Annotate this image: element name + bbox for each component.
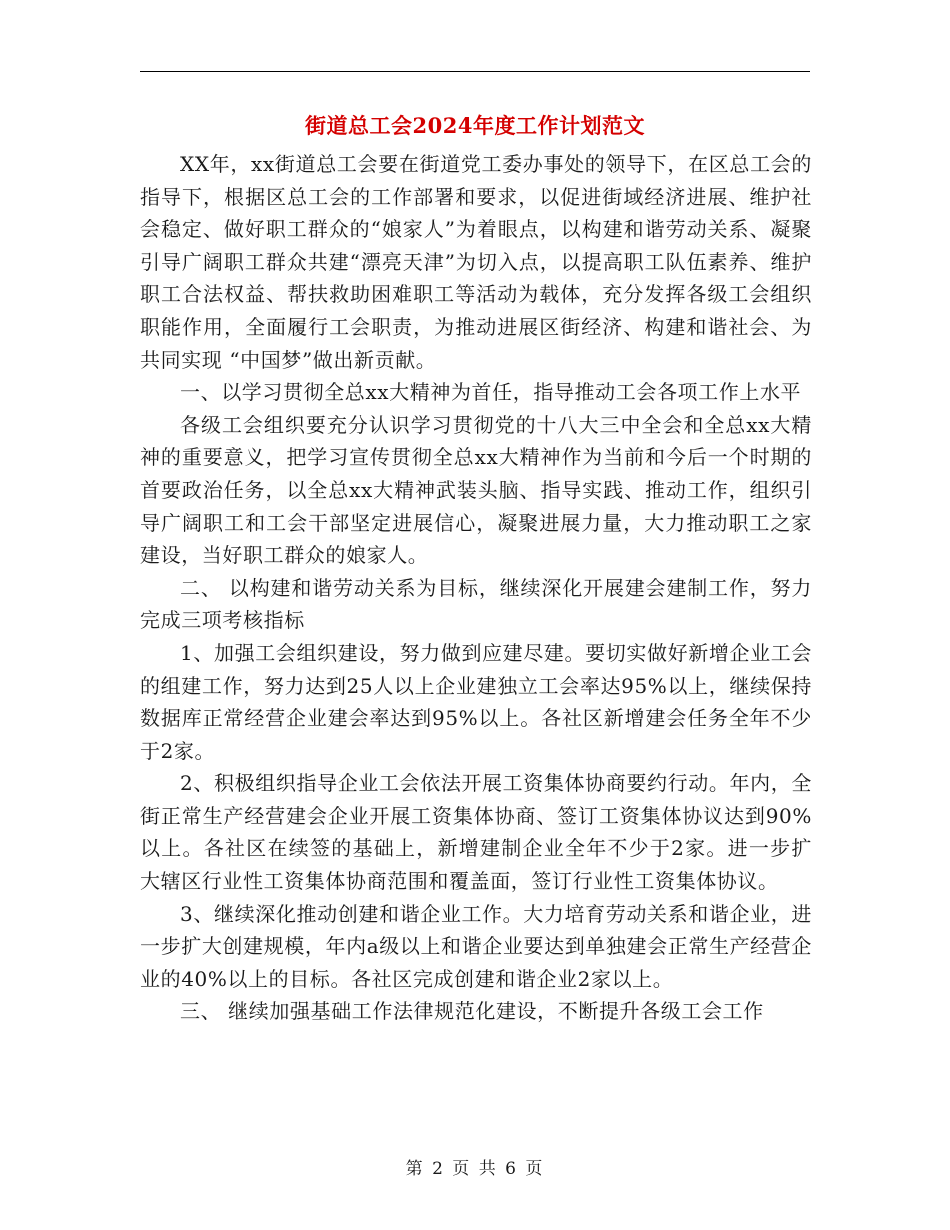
paragraph-item-2: 2、积极组织指导企业工会依法开展工资集体协商要约行动。年内，全街正常生产经营建会企业开展工资集体协商、签订工资集体协议达到90%以上。各社区在续签的基础上，新增建制企业全年不少于2家。进一步扩大辖区行业性工资集体协商范围和覆盖面，签订行业性工资集体协议。 (140, 771, 812, 894)
section-heading-3: 三、 继续加强基础工作法律规范化建设，不断提升各级工会工作 (180, 999, 764, 1024)
paragraph-section-1: 各级工会组织要充分认识学习贯彻党的十八大三中全会和全总xx大精神的重要意义，把学习宣传贯彻全总xx大精神作为当前和今后一个时期的首要政治任务，以全总xx大精神武装头脑、指导实践、推动工作，组织引导广阔职工和工会干部坚定进展信心，凝聚进展力量，大力推动职工之家建设，当好职工群众的娘家人。 (140, 412, 812, 568)
paragraph-item-3: 3、继续深化推动创建和谐企业工作。大力培育劳动关系和谐企业，进一步扩大创建规模，年内a级以上和谐企业要达到单独建会正常生产经营企业的40%以上的目标。各社区完成创建和谐企业2家以上。 (140, 901, 812, 991)
section-heading-1: 一、以学习贯彻全总xx大精神为首任，指导推动工会各项工作上水平 (180, 380, 802, 405)
paragraph-item-1: 1、加强工会组织建设，努力做到应建尽建。要切实做好新增企业工会的组建工作，努力达到25人以上企业建独立工会率达95%以上，继续保持数据库正常经营企业建会率达到95%以上。各社区新增建会任务全年不少于2家。 (140, 640, 812, 763)
section-heading-2: 二、 以构建和谐劳动关系为目标，继续深化开展建会建制工作，努力完成三项考核指标 (140, 575, 812, 633)
page-number: 第 2 页 共 6 页 (405, 1159, 545, 1179)
document-body (140, 148, 812, 1028)
header-rule (140, 71, 810, 72)
paragraph-intro: XX年，xx街道总工会要在街道党工委办事处的领导下，在区总工会的指导下，根据区总工会的工作部署和要求，以促进街域经济进展、维护社会稳定、做好职工群众的“娘家人”为着眼点，以构建和谐劳动关系、凝聚引导广阔职工群众共建“漂亮天津”为切入点，以提高职工队伍素养、维护职工合法权益、帮扶救助困难职工等活动为载体，充分发挥各级工会组织职能作用，全面履行工会职责，为推动进展区街经济、构建和谐社会、为共同实现 “中国梦”做出新贡献。 (140, 152, 812, 372)
document-title: 街道总工会2024年度工作计划范文 (305, 113, 645, 138)
